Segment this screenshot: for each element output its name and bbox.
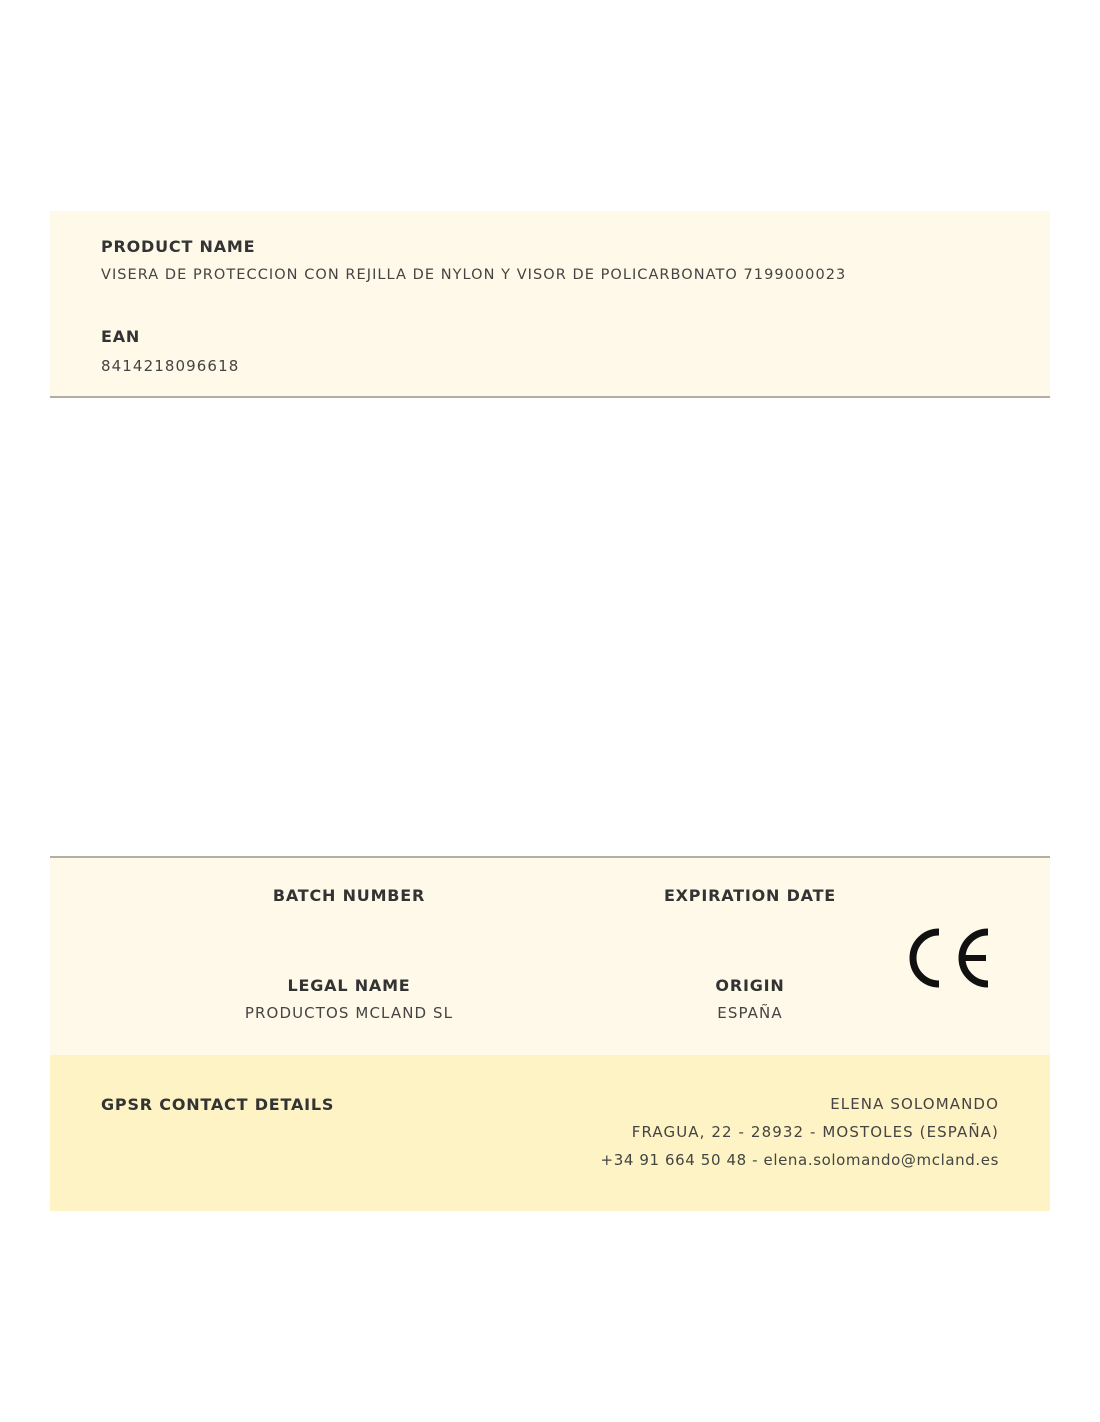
contact-address: FRAGUA, 22 - 28932 - MOSTOLES (ESPAÑA): [631, 1123, 999, 1141]
batch-number-label: BATCH NUMBER: [272, 886, 426, 905]
gpsr-contact-section: [50, 1055, 1050, 1211]
contact-name: ELENA SOLOMANDO: [830, 1095, 999, 1113]
product-name-label: PRODUCT NAME: [101, 237, 256, 256]
gpsr-contact-label: GPSR CONTACT DETAILS: [101, 1095, 335, 1114]
legal-name-label: LEGAL NAME: [287, 976, 411, 995]
origin-value: ESPAÑA: [717, 1004, 783, 1022]
expiration-date-label: EXPIRATION DATE: [663, 886, 837, 905]
legal-name-field: [189, 976, 509, 1022]
origin-field: [590, 976, 910, 1022]
contact-phone-email: +34 91 664 50 48 - elena.solomando@mcland.es: [600, 1151, 999, 1169]
legal-name-value: PRODUCTOS MCLAND SL: [244, 1004, 454, 1022]
ean-label: EAN: [101, 327, 141, 346]
product-name-value: VISERA DE PROTECCION CON REJILLA DE NYLON Y VISOR DE POLICARBONATO 7199000023: [101, 267, 847, 283]
ean-value: 8414218096618: [101, 357, 240, 375]
batch-number-field: [189, 886, 509, 905]
ce-mark-icon: [908, 928, 992, 988]
product-info-section: [50, 211, 1050, 398]
contact-details: [601, 1095, 999, 1179]
origin-label: ORIGIN: [715, 976, 785, 995]
expiration-date-field: [590, 886, 910, 905]
product-details-section: [50, 856, 1050, 1057]
